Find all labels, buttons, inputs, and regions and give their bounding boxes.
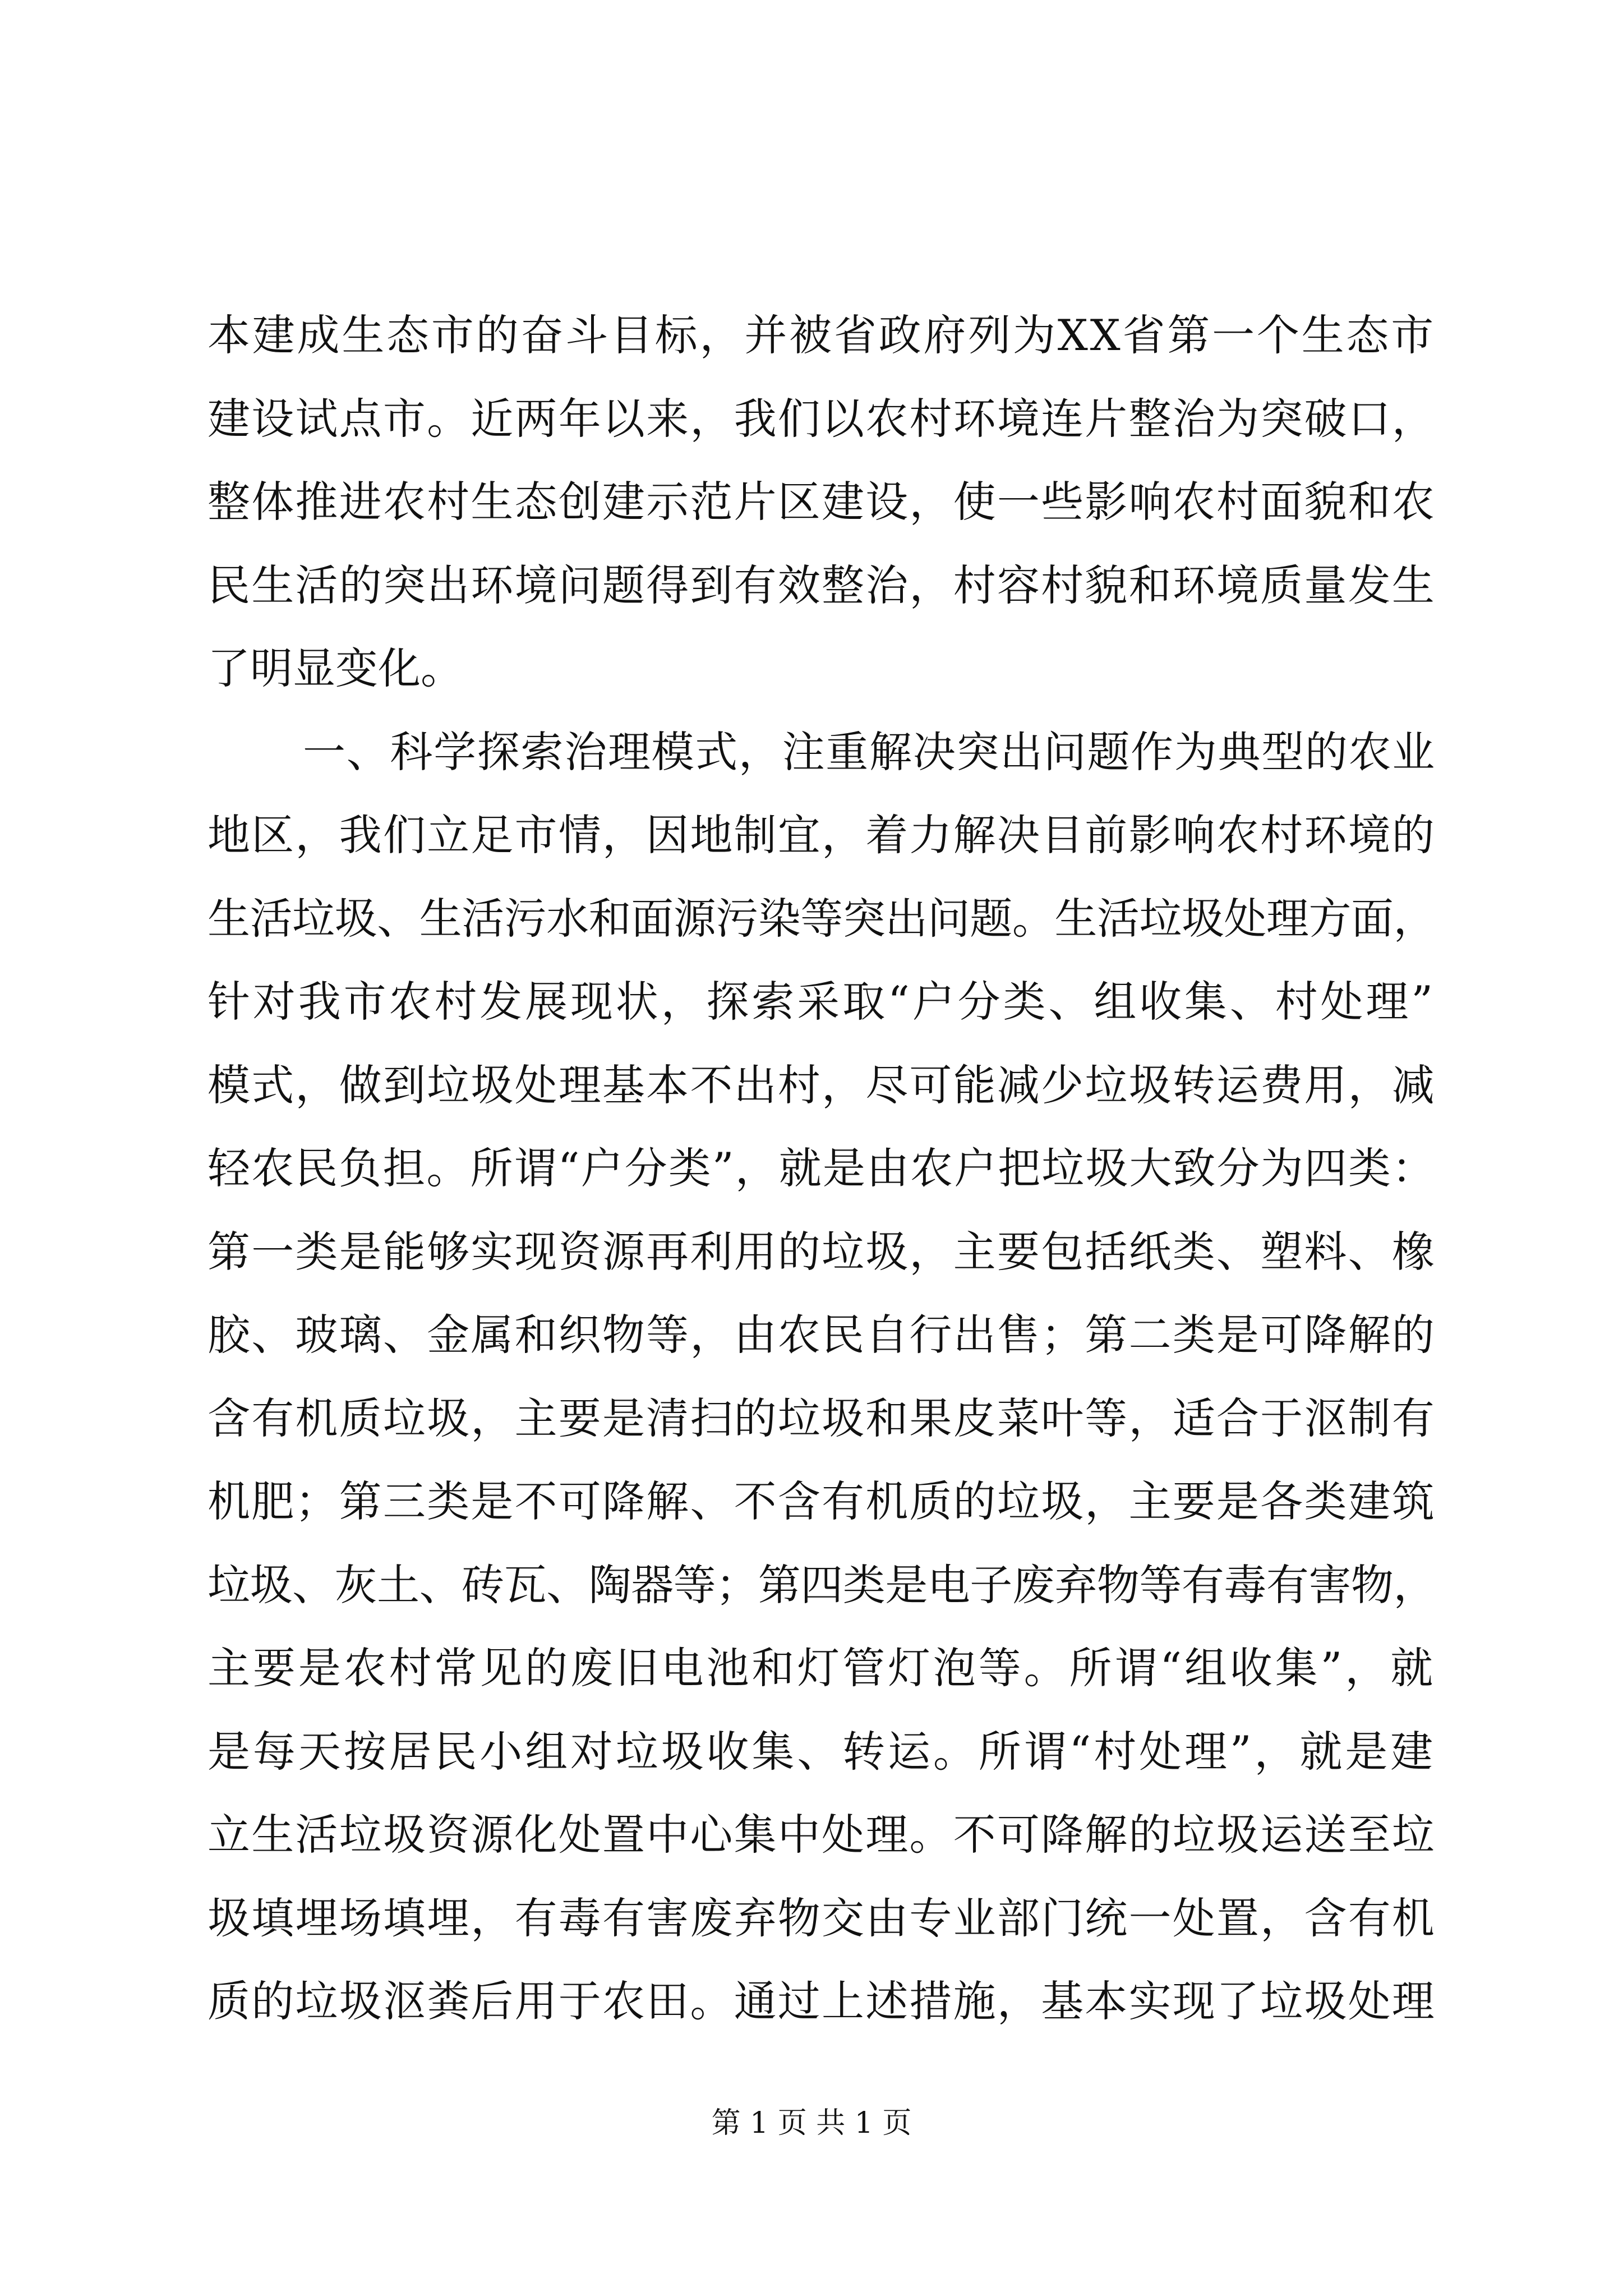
text-line: 生活垃圾、生活污水和面源污染等突出问题。生活垃圾处理方面，: [208, 893, 1436, 944]
text-line: 机肥；第三类是不可降解、不含有机质的垃圾，主要是各类建筑: [208, 1476, 1436, 1526]
text-line: 模式，做到垃圾处理基本不出村，尽可能减少垃圾转运费用，减: [208, 1060, 1436, 1110]
text-line: 针对我市农村发展现状，探索采取“户分类、组收集、村处理”: [208, 977, 1436, 1027]
text-line: 垃圾、灰土、砖瓦、陶器等；第四类是电子废弃物等有毒有害物，: [208, 1559, 1436, 1610]
page-footer: 第 1 页 共 1 页: [711, 2106, 912, 2140]
text-line: 地区，我们立足市情，因地制宜，着力解决目前影响农村环境的: [208, 810, 1436, 860]
text-line: 第一类是能够实现资源再利用的垃圾，主要包括纸类、塑料、橡: [208, 1226, 1436, 1277]
text-line: 立生活垃圾资源化处置中心集中处理。不可降解的垃圾运送至垃: [208, 1810, 1436, 1860]
text-line: 本建成生态市的奋斗目标，并被省政府列为XX省第一个生态市: [208, 310, 1436, 360]
text-line: 质的垃圾沤粪后用于农田。通过上述措施，基本实现了垃圾处理: [208, 1976, 1436, 2026]
text-line: 民生活的突出环境问题得到有效整治，村容村貌和环境质量发生: [208, 560, 1436, 610]
text-line: 建设试点市。近两年以来，我们以农村环境连片整治为突破口，: [208, 393, 1436, 444]
text-line: 整体推进农村生态创建示范片区建设，使一些影响农村面貌和农: [208, 477, 1436, 527]
text-line: 是每天按居民小组对垃圾收集、转运。所谓“村处理”，就是建: [208, 1726, 1436, 1777]
text-line: 胶、玻璃、金属和织物等，由农民自行出售；第二类是可降解的: [208, 1310, 1436, 1360]
text-line: 轻农民负担。所谓“户分类”，就是由农户把垃圾大致分为四类：: [208, 1143, 1436, 1193]
text-line: 含有机质垃圾，主要是清扫的垃圾和果皮菜叶等，适合于沤制有: [208, 1393, 1436, 1443]
text-line: 了明显变化。: [208, 643, 463, 693]
text-line: 一、科学探索治理模式，注重解决突出问题作为典型的农业: [303, 726, 1436, 777]
text-line: 圾填埋场填埋，有毒有害废弃物交由专业部门统一处置，含有机: [208, 1893, 1436, 1943]
text-line: 主要是农村常见的废旧电池和灯管灯泡等。所谓“组收集”，就: [208, 1643, 1436, 1693]
